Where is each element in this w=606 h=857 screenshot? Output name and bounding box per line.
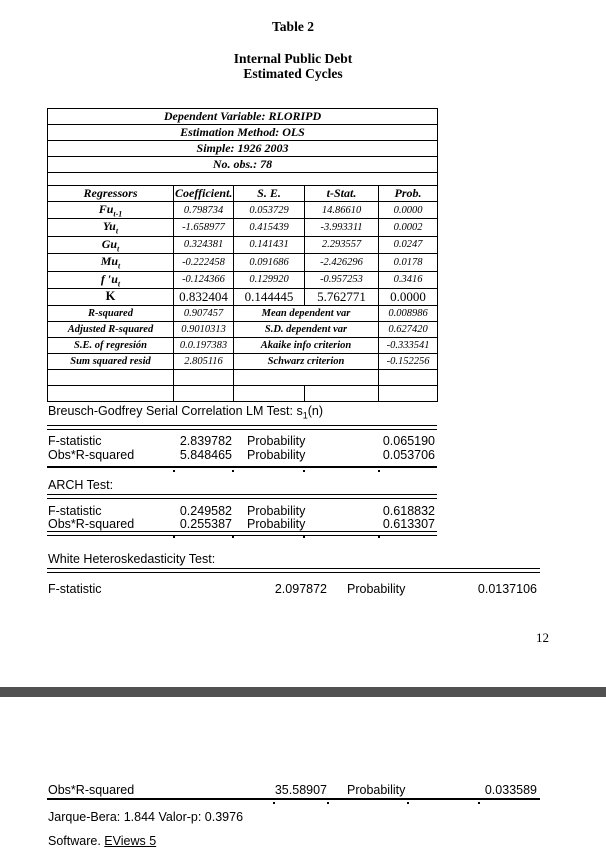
obs-count-cell: No. obs.: 78 xyxy=(48,157,438,173)
table-row xyxy=(48,288,438,305)
thick-rule xyxy=(47,466,437,468)
col-header-prob: Prob. xyxy=(379,186,438,202)
empty-cell xyxy=(48,369,174,385)
empty-cell xyxy=(174,369,234,385)
table-number-title: Table 2 xyxy=(272,19,314,34)
stat-value: 2.097872 xyxy=(274,582,327,596)
se-cell: 0.141431 xyxy=(234,236,305,253)
stat-value: -0.152256 xyxy=(379,353,438,369)
probability-value: 0.053706 xyxy=(382,448,435,462)
summary-value: 0.0.197383 xyxy=(174,337,234,353)
summary-value: 0.9010313 xyxy=(174,321,234,337)
sample-cell: Simple: 1926 2003 xyxy=(48,141,438,157)
prob-cell: 0.0000 xyxy=(379,202,438,219)
coefficient-cell: -1.658977 xyxy=(174,219,234,236)
breusch-godfrey-test-title: Breusch-Godfrey Serial Correlation LM Test: $s_1(n)$ xyxy=(48,404,324,421)
probability-label: Probability xyxy=(247,517,306,531)
regressor-label: K xyxy=(48,288,174,305)
stat-label: Obs*R-squared xyxy=(48,783,135,797)
empty-cell xyxy=(174,385,234,401)
col-header-tstat: t-Stat. xyxy=(305,186,379,202)
test-stat-row xyxy=(47,582,540,596)
dependent-variable-cell: Dependent Variable: RLORIPD xyxy=(48,109,438,125)
stat-value: 5.848465 xyxy=(179,448,232,462)
tstat-cell: -2.426296 xyxy=(305,254,379,271)
table-title-line1: Internal Public Debt xyxy=(233,51,353,66)
stat-value: 35.58907 xyxy=(274,783,327,797)
coefficient-cell: 0.324381 xyxy=(174,236,234,253)
stat-label: Obs*R-squared xyxy=(48,517,135,531)
coefficient-cell: 0.832404 xyxy=(174,288,234,305)
probability-value: 0.033589 xyxy=(484,783,537,797)
empty-cell xyxy=(48,173,438,186)
table-row xyxy=(48,353,438,369)
stat-value: -0.333541 xyxy=(379,337,438,353)
test-stat-row xyxy=(47,434,437,448)
eviews-link[interactable]: EViews 5 xyxy=(104,834,157,848)
tstat-cell: 2.293557 xyxy=(305,236,379,253)
se-cell: 0.144445 xyxy=(234,288,305,305)
summary-value: 2.805116 xyxy=(174,353,234,369)
tstat-cell: -0.957253 xyxy=(305,271,379,288)
stat-label: F-statistic xyxy=(48,582,102,596)
jarque-bera-note: Jarque-Bera: 1.844 Valor-p: 0.3976 xyxy=(48,810,244,824)
stat-value: 0.008986 xyxy=(379,305,438,321)
probability-label: Probability xyxy=(247,504,306,518)
coefficient-cell: 0.798734 xyxy=(174,202,234,219)
table-row xyxy=(48,254,438,271)
col-header-coefficient: Coefficient. xyxy=(175,186,233,200)
table-row xyxy=(48,321,438,337)
table-row xyxy=(48,337,438,353)
stat-label: F-statistic xyxy=(48,504,102,518)
regressor-label: $Mu_t$ xyxy=(48,254,174,271)
prob-cell: 0.0000 xyxy=(379,288,438,305)
double-rule xyxy=(47,425,437,430)
stat-label: S.D. dependent var xyxy=(234,321,379,337)
regressor-label: $Yu_t$ xyxy=(48,219,174,236)
coefficient-cell: -0.222458 xyxy=(174,254,234,271)
empty-cell xyxy=(305,385,379,401)
table-row xyxy=(48,271,438,288)
test-stat-row xyxy=(47,448,437,462)
table-title-line2: Estimated Cycles xyxy=(243,66,343,81)
software-label: Software. xyxy=(48,834,105,848)
regressor-label: f $'u_t$ xyxy=(48,271,174,288)
prob-cell: 0.3416 xyxy=(379,271,438,288)
se-cell: 0.415439 xyxy=(234,219,305,236)
regressor-label: $Gu_t$ xyxy=(48,236,174,253)
prob-cell: 0.0002 xyxy=(379,219,438,236)
coefficient-cell: -0.124366 xyxy=(174,271,234,288)
table-header-row xyxy=(48,186,438,202)
stat-label: Akaike info criterion xyxy=(234,337,379,353)
table-row xyxy=(48,173,438,186)
double-rule xyxy=(47,494,437,499)
empty-cell xyxy=(379,385,438,401)
table-row xyxy=(48,109,438,125)
probability-label: Probability xyxy=(347,582,406,596)
tstat-cell: 14.86610 xyxy=(305,202,379,219)
software-note xyxy=(48,834,156,848)
estimation-method-cell: Estimation Method: OLS xyxy=(48,125,438,141)
summary-label: R-squared xyxy=(48,305,174,321)
empty-cell xyxy=(234,369,379,385)
test-stat-row xyxy=(47,517,437,531)
stat-value: 0.627420 xyxy=(379,321,438,337)
page-break-bar xyxy=(0,687,606,697)
table-row xyxy=(48,305,438,321)
arch-test-title: ARCH Test: xyxy=(48,478,114,492)
stat-value: 0.255387 xyxy=(179,517,232,531)
summary-label: Adjusted R-squared xyxy=(48,321,174,337)
prob-cell: 0.0178 xyxy=(379,254,438,271)
double-rule xyxy=(47,568,540,573)
table-row xyxy=(48,157,438,173)
ols-results-table xyxy=(47,108,438,402)
col-header-se: S. E. xyxy=(234,186,305,202)
probability-label: Probability xyxy=(347,783,406,797)
thick-rule xyxy=(47,798,540,800)
probability-value: 0.0137106 xyxy=(477,582,537,596)
regressor-label: $Fu_{t-1}$ xyxy=(48,202,174,219)
table-row xyxy=(48,141,438,157)
probability-label: Probability xyxy=(247,448,306,462)
stat-label: F-statistic xyxy=(48,434,102,448)
stat-value: 0.249582 xyxy=(179,504,232,518)
probability-value: 0.065190 xyxy=(382,434,435,448)
summary-value: 0.907457 xyxy=(174,305,234,321)
probability-value: 0.618832 xyxy=(382,504,435,518)
probability-value: 0.613307 xyxy=(382,517,435,531)
col-header-regressors: Regressors xyxy=(48,186,174,202)
test-stat-row xyxy=(47,783,540,797)
table-row xyxy=(48,125,438,141)
tstat-cell: -3.993311 xyxy=(305,219,379,236)
tstat-cell: 5.762771 xyxy=(305,288,379,305)
summary-label: S.E. of regresión xyxy=(48,337,174,353)
se-cell: 0.129920 xyxy=(234,271,305,288)
se-cell: 0.053729 xyxy=(234,202,305,219)
table-row xyxy=(48,236,438,253)
empty-cell xyxy=(379,369,438,385)
white-test-title: White Heteroskedasticity Test: xyxy=(48,552,216,566)
page-number: 12 xyxy=(536,630,549,645)
se-cell: 0.091686 xyxy=(234,254,305,271)
empty-cell xyxy=(234,385,305,401)
empty-cell xyxy=(48,385,174,401)
table-row xyxy=(48,202,438,219)
probability-label: Probability xyxy=(247,434,306,448)
summary-label: Sum squared resid xyxy=(48,353,174,369)
table-row xyxy=(48,385,438,401)
stat-label: Mean dependent var xyxy=(234,305,379,321)
prob-cell: 0.0247 xyxy=(379,236,438,253)
table-row xyxy=(48,219,438,236)
stat-label: Obs*R-squared xyxy=(48,448,135,462)
stat-label: Schwarz criterion xyxy=(234,353,379,369)
table-row xyxy=(48,369,438,385)
test-stat-row xyxy=(47,504,437,518)
double-rule xyxy=(47,531,437,536)
stat-value: 2.839782 xyxy=(179,434,232,448)
